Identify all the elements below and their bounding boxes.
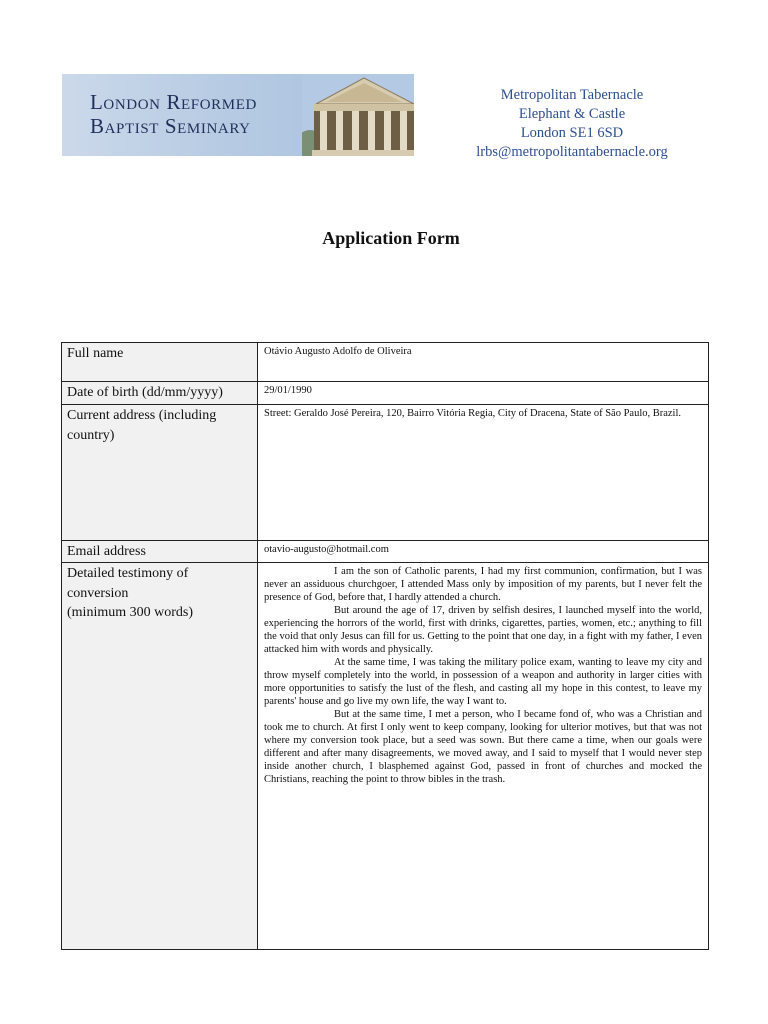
address-value: Street: Geraldo José Pereira, 120, Bairro Vitória Regia, City of Dracena, State of São Paulo, Brazil. <box>258 405 709 541</box>
testimony-paragraph: But around the age of 17, driven by selfish desires, I launched myself into the world, experiencing the horrors of the world, first with drinks, cigarettes, parties, women, etc.; anything to fill the void that only Jesus can fill for us. Getting to the point that one day, in a fight with my father, I even attacked him with words and physically. <box>264 605 702 655</box>
testimony-paragraph: At the same time, I was taking the military police exam, wanting to leave my city and throw myself completely into the world, in possession of a weapon and authority in larger cities with more opportunities to satisfy the lust of the flesh, and casting all my hope in this contest, to leave my parents' house and go live my own life, the way I want to. <box>264 657 702 707</box>
seminary-logo-text <box>90 90 257 138</box>
full-name-label: Full name <box>62 343 258 382</box>
testimony-label <box>62 563 258 950</box>
banner-line-2: Baptist Seminary <box>90 114 251 138</box>
contact-line: London SE1 6SD <box>520 125 624 141</box>
email-label: Email address <box>62 541 258 563</box>
testimony-paragraph: I am the son of Catholic parents, I had my first communion, confirmation, but I was never an assiduous churchgoer, I attended Mass only by imposition of my parents, but I never felt the presence of God, before that, I hardly attended a church. <box>264 566 702 603</box>
date-of-birth-value: 29/01/1990 <box>258 382 709 405</box>
date-of-birth-label: Date of birth (dd/mm/yyyy) <box>62 382 258 405</box>
address-label: Current address (including country) <box>62 405 258 541</box>
testimony-paragraph: But at the same time, I met a person, who I became fond of, who was a Christian and took me to church. At first I only went to keep company, looking for ulterior motives, but that was not where my conversion took place, but a seed was sown. But there came a time, when our goals were different and after many disagreements, we moved away, and I said to myself that I would never step inside another church, I blasphemed against God, passed in front of churches and mocked the Christians, reaching the point to throw bibles in the trash. <box>264 709 702 785</box>
contact-block <box>440 86 704 162</box>
table-row <box>62 541 709 563</box>
contact-line: Elephant & Castle <box>518 106 626 122</box>
testimony-label-line: Detailed testimony of conversion <box>67 566 189 601</box>
testimony-value <box>258 563 709 950</box>
table-row <box>62 405 709 541</box>
table-row <box>62 563 709 950</box>
seminary-banner <box>62 74 414 156</box>
email-value: otavio-augusto@hotmail.com <box>258 541 709 563</box>
tabernacle-building-image <box>302 74 414 156</box>
application-form-table <box>61 342 709 950</box>
table-row <box>62 382 709 405</box>
banner-line-1: London Reformed <box>90 90 257 114</box>
testimony-label-note: (minimum 300 words) <box>67 605 193 620</box>
page-title: Application Form <box>322 228 460 248</box>
contact-email: lrbs@metropolitantabernacle.org <box>476 144 668 160</box>
table-row <box>62 343 709 382</box>
full-name-value: Otávio Augusto Adolfo de Oliveira <box>258 343 709 382</box>
contact-line: Metropolitan Tabernacle <box>500 87 644 103</box>
